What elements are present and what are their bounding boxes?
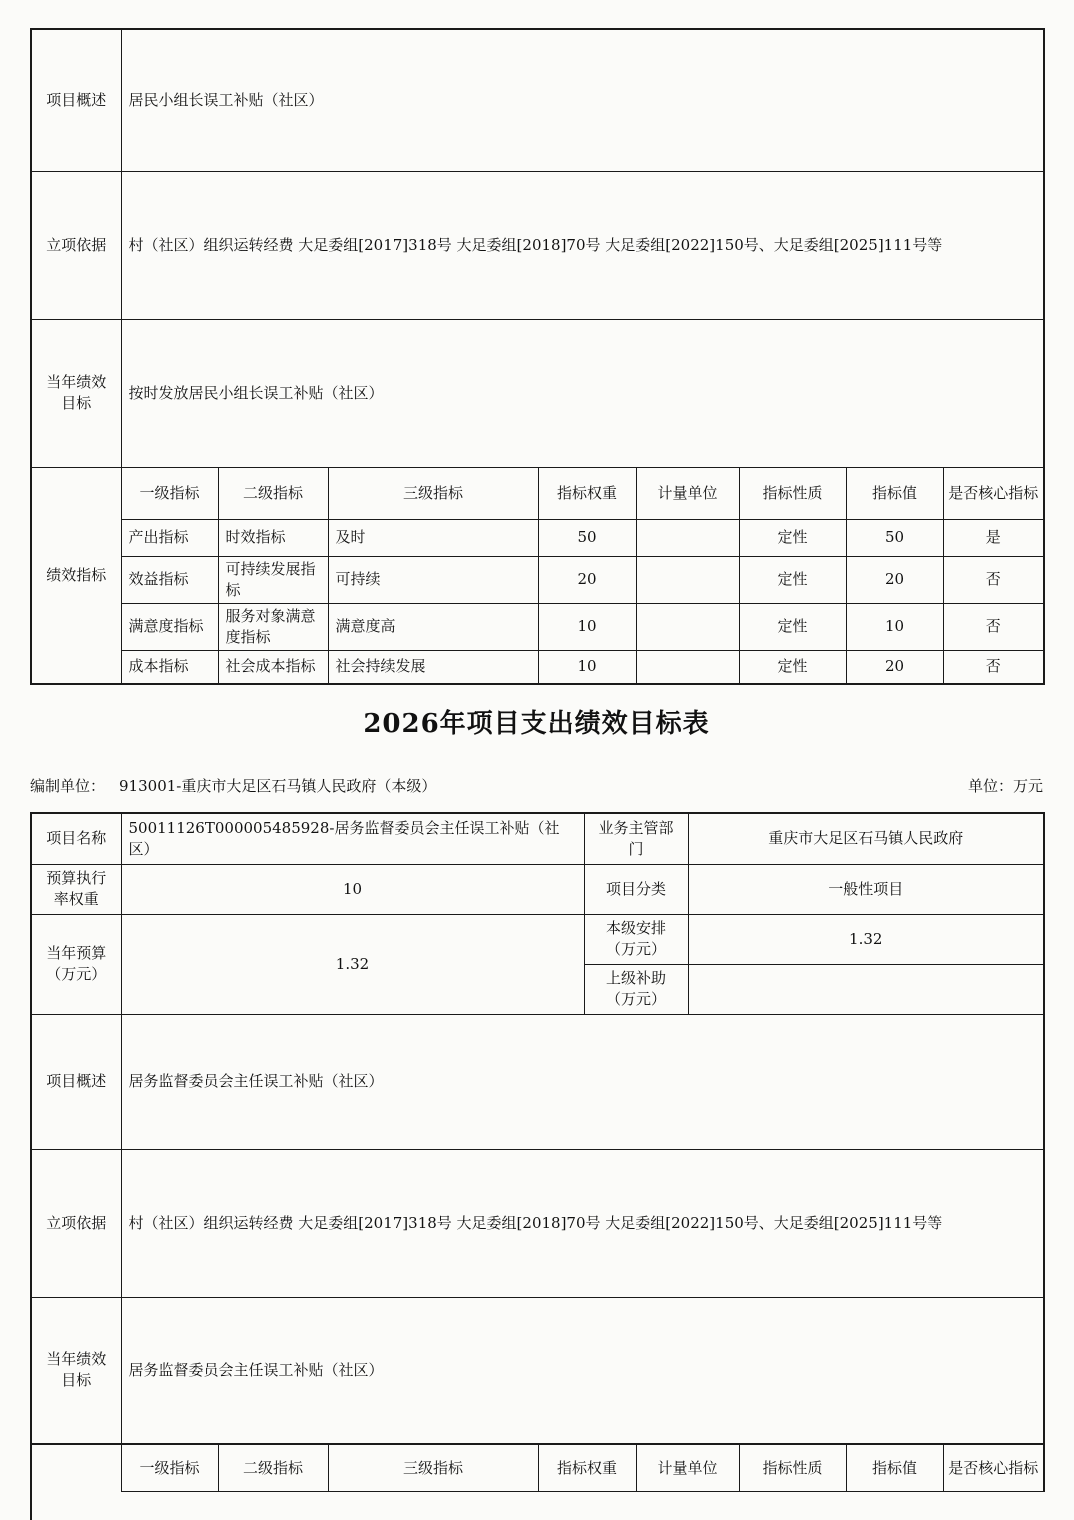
- dept-value: 重庆市大足区石马镇人民政府: [688, 813, 1044, 864]
- indicator-nature: 定性: [739, 519, 846, 556]
- indicator-l1: 产出指标: [121, 519, 218, 556]
- year-target-row: [31, 319, 1044, 467]
- indicator-header-row: [31, 1445, 1044, 1492]
- category-label: 项目分类: [584, 864, 688, 914]
- indicator-l2: 可持续发展指标: [218, 556, 328, 603]
- indicator-header-row: [31, 467, 1044, 519]
- indicator-l1: 效益指标: [121, 556, 218, 603]
- year-target-value: 按时发放居民小组长误工补贴（社区）: [121, 319, 1044, 467]
- overview-value: 居务监督委员会主任误工补贴（社区）: [121, 1014, 1044, 1149]
- indicator-weight: 10: [538, 603, 636, 650]
- previous-project-table: [30, 28, 1045, 685]
- header-cell-weight: 指标权重: [538, 1445, 636, 1492]
- upper-subsidy-value: [688, 964, 1044, 1014]
- header-cell-nature: 指标性质: [739, 467, 846, 519]
- year-target-label: 当年绩效目标: [31, 1297, 121, 1444]
- indicator-weight: 10: [538, 650, 636, 684]
- year-target-label: 当年绩效目标: [31, 319, 121, 467]
- indicator-row: [31, 650, 1044, 684]
- indicator-row: [31, 519, 1044, 556]
- overview-row: [31, 29, 1044, 171]
- indicator-row: [31, 556, 1044, 603]
- performance-indicators-label: 绩效指标: [31, 467, 121, 684]
- indicator-value: 20: [846, 650, 943, 684]
- prepared-by-value: 913001-重庆市大足区石马镇人民政府（本级）: [119, 777, 437, 795]
- basis-value: 村（社区）组织运转经费 大足委组[2017]318号 大足委组[2018]70号 大足委组[2022]150号、大足委组[2025]111号等: [121, 171, 1044, 319]
- indicator-value: 20: [846, 556, 943, 603]
- indicator-l3: 社会持续发展: [328, 650, 538, 684]
- basis-label: 立项依据: [31, 1149, 121, 1297]
- overview-value: 居民小组长误工补贴（社区）: [121, 29, 1044, 171]
- prepared-by-label: 编制单位：: [30, 777, 106, 795]
- header-cell-unit: 计量单位: [636, 1445, 739, 1492]
- header-cell-level3: 三级指标: [328, 1445, 538, 1492]
- header-cell-core: 是否核心指标: [943, 467, 1044, 519]
- current-project-indicator-header: [30, 1444, 1045, 1492]
- indicator-core: 否: [943, 556, 1044, 603]
- header-cell-weight: 指标权重: [538, 467, 636, 519]
- indicator-value: 50: [846, 519, 943, 556]
- basis-value: 村（社区）组织运转经费 大足委组[2017]318号 大足委组[2018]70号 大足委组[2022]150号、大足委组[2025]111号等: [121, 1149, 1044, 1297]
- indicator-unit: [636, 519, 739, 556]
- basis-label: 立项依据: [31, 171, 121, 319]
- indicator-l3: 满意度高: [328, 603, 538, 650]
- header-cell-unit: 计量单位: [636, 467, 739, 519]
- current-project-table: [30, 812, 1074, 1492]
- project-name-label: 项目名称: [31, 813, 121, 864]
- overview-label: 项目概述: [31, 29, 121, 171]
- header-cell-level2: 二级指标: [218, 1445, 328, 1492]
- header-cell-core: 是否核心指标: [943, 1445, 1044, 1492]
- indicator-unit: [636, 650, 739, 684]
- upper-subsidy-label: 上级补助（万元）: [584, 964, 688, 1014]
- indicator-nature: 定性: [739, 603, 846, 650]
- year-target-value: 居务监督委员会主任误工补贴（社区）: [121, 1297, 1044, 1444]
- meta-line: [30, 775, 1043, 799]
- header-cell-level2: 二级指标: [218, 467, 328, 519]
- indicator-core: 否: [943, 650, 1044, 684]
- header-cell-level1: 一级指标: [121, 1445, 218, 1492]
- indicator-unit: [636, 603, 739, 650]
- indicator-core: 否: [943, 603, 1044, 650]
- indicator-weight: 50: [538, 519, 636, 556]
- page-cut-table-border: [30, 1488, 32, 1520]
- page-title: 2026年项目支出绩效目标表: [363, 709, 710, 739]
- indicator-l2: 社会成本指标: [218, 650, 328, 684]
- indicator-row: [31, 603, 1044, 650]
- indicator-l2: 时效指标: [218, 519, 328, 556]
- indicator-l3: 可持续: [328, 556, 538, 603]
- project-name-value: 50011126T000005485928-居务监督委员会主任误工补贴（社区）: [121, 813, 584, 864]
- local-arrangement-value: 1.32: [688, 914, 1044, 964]
- year-budget-value: 1.32: [121, 914, 584, 1014]
- year-budget-row: [31, 914, 1044, 964]
- indicator-unit: [636, 556, 739, 603]
- indicator-core: 是: [943, 519, 1044, 556]
- dept-label: 业务主管部门: [584, 813, 688, 864]
- indicator-value: 10: [846, 603, 943, 650]
- local-arrangement-label: 本级安排（万元）: [584, 914, 688, 964]
- performance-indicators-label-cut: [31, 1445, 121, 1492]
- indicator-l3: 及时: [328, 519, 538, 556]
- current-project-info: [30, 812, 1045, 1445]
- year-budget-label: 当年预算（万元）: [31, 914, 121, 1014]
- project-name-row: [31, 813, 1044, 864]
- header-cell-value: 指标值: [846, 467, 943, 519]
- overview-label: 项目概述: [31, 1014, 121, 1149]
- indicator-l1: 满意度指标: [121, 603, 218, 650]
- indicator-weight: 20: [538, 556, 636, 603]
- basis-row: [31, 171, 1044, 319]
- overview-row: [31, 1014, 1044, 1149]
- category-value: 一般性项目: [688, 864, 1044, 914]
- basis-row: [31, 1149, 1044, 1297]
- budget-rate-row: [31, 864, 1044, 914]
- indicator-nature: 定性: [739, 556, 846, 603]
- indicator-l2: 服务对象满意度指标: [218, 603, 328, 650]
- budget-rate-value: 10: [121, 864, 584, 914]
- header-cell-nature: 指标性质: [739, 1445, 846, 1492]
- year-target-row: [31, 1297, 1044, 1444]
- budget-rate-label: 预算执行率权重: [31, 864, 121, 914]
- indicator-l1: 成本指标: [121, 650, 218, 684]
- unit-note: 单位：万元: [967, 777, 1043, 795]
- header-cell-value: 指标值: [846, 1445, 943, 1492]
- header-cell-level3: 三级指标: [328, 467, 538, 519]
- header-cell-level1: 一级指标: [121, 467, 218, 519]
- indicator-nature: 定性: [739, 650, 846, 684]
